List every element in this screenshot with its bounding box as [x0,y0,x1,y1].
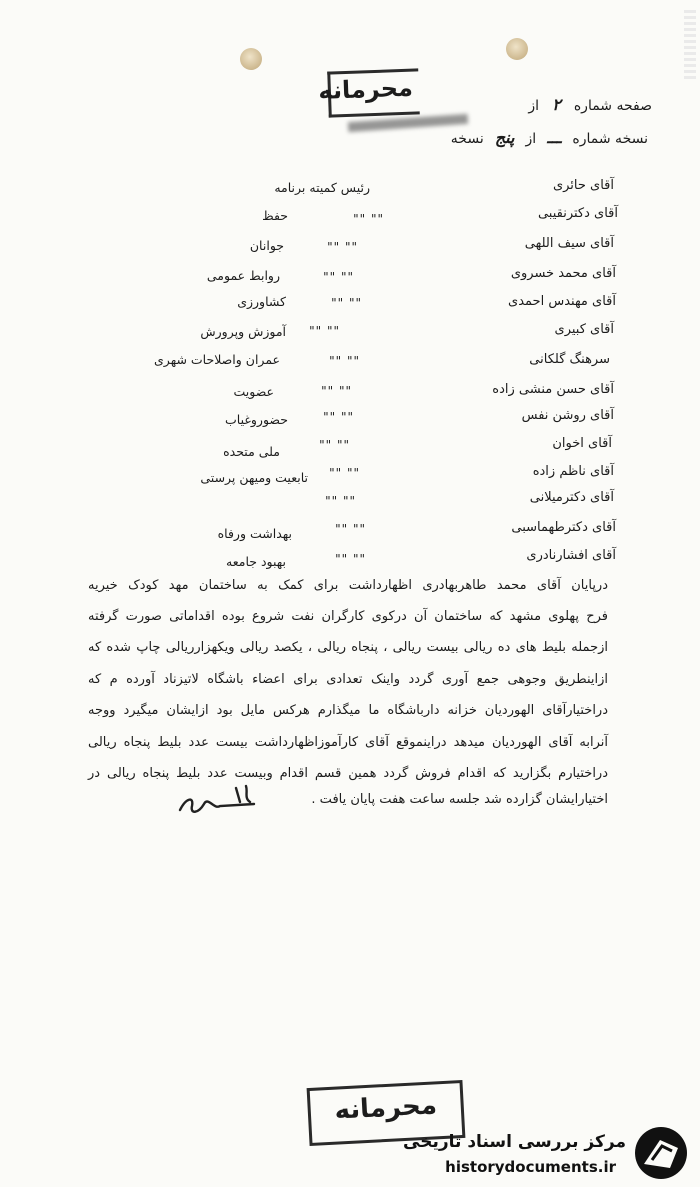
body-line: دراختیارآقای الهوردیان خزانه دارباشگاه ما میگذارم هرکس مایل بود ازایشان میگیرد ووجه [88,703,608,718]
confidential-stamp-bottom-text: محرمانه [333,1090,438,1126]
recipient-ditto: "" "" [321,384,352,398]
body-line: آنرابه آقای الهوردیان میدهد دراینموقع آقای کارآموزاظهارداشت بیست عدد بلیط پنجاه ریالی [88,735,608,750]
recipient-ditto: "" "" [335,522,366,536]
recipient-ditto: "" "" [309,324,340,338]
recipient-ditto: "" "" [353,212,384,226]
page-edge-texture [684,10,696,80]
recipient-ditto: "" "" [323,410,354,424]
recipient-ditto: "" "" [335,552,366,566]
copy-number-line [451,128,648,147]
recipient-name: آقای مهندس احمدی [508,294,616,309]
recipient-name: آقای حائری [552,178,614,193]
recipient-dept: حفظ [262,208,288,223]
recipient-name: آقای ناظم زاده [532,464,614,479]
copy-suffix: نسخه [450,131,484,147]
body-line: ازاینطریق وجوهی جمع آوری گردد واینک تعدادی برای اعضاء باشگاه لاتیزناد آورده م که [88,672,608,687]
recipient-ditto: "" "" [323,270,354,284]
body-line: دراختیارم بگزارید که اقدام فروش گردد همین قسم اقدام وبیست عدد بلیط پنجاه ریالی در [88,766,608,781]
recipient-name: آقای دکترطهماسبی [511,520,616,535]
copy-number-label: نسخه شماره [572,131,648,147]
recipient-name: آقای روشن نفس [521,408,614,423]
recipient-ditto: "" "" [327,240,358,254]
recipient-dept: بهبود جامعه [226,554,286,569]
recipient-name: آقای افشارنادری [526,548,616,563]
recipient-dept: آموزش وپرورش [200,324,286,339]
handwritten-signature [176,780,266,826]
recipient-name: سرهنگ گلکانی [529,352,610,367]
recipient-name: آقای محمد خسروی [510,266,616,281]
confidential-stamp-top-text: محرمانه [317,73,414,105]
page-of-label: از [528,98,540,114]
body-line: درپایان آقای محمد طاهربهادری اظهارداشت برای کمک به ساختمان مهد کودک خیریه [88,578,608,593]
body-line: فرح پهلوی مشهد که ساختمان آن درکوی کارگران نفت شروع بوده اقداماتی صورت گرفته [88,609,608,624]
archive-logo-icon [630,1124,692,1182]
recipient-dept: رئیس کمیته برنامه [274,180,370,195]
recipient-dept: بهداشت ورفاه [217,526,292,541]
recipient-name: آقای حسن منشی زاده [492,382,614,397]
recipient-name: آقای دکترنقیبی [537,206,618,221]
recipient-name: آقای دکترمیلانی [529,490,614,505]
recipient-name: آقای سیف اللهی [524,236,614,251]
confidential-stamp-top [317,68,420,117]
recipient-dept: جوانان [249,238,284,253]
watermark-url: historydocuments.ir [445,1158,616,1176]
body-line: اختیارایشان گزارده شد جلسه ساعت هفت پایان یافت . [311,792,608,807]
recipient-dept: کشاورزی [237,294,286,309]
recipient-ditto: "" "" [329,466,360,480]
body-line: ازجمله بلیط های ده ریالی بیست ریالی ، پنجاه ریالی ، یکصد ریالی ویکهزارریالی چاپ شده که [88,640,608,655]
recipient-dept: ملی متحده [223,444,280,459]
page-number-line [528,95,652,114]
page-number-label: صفحه شماره [573,98,652,114]
binder-hole-right [506,38,528,60]
watermark-title: مرکز بررسی اسناد تاریخی [403,1132,626,1152]
copy-number-value: ـــ [547,128,562,147]
recipient-dept: عضویت [233,384,274,399]
recipient-dept: حضوروغیاب [225,412,288,427]
copy-of-label: از [525,131,537,147]
recipient-ditto: "" "" [325,494,356,508]
page-number-value: ۲ [552,95,561,114]
recipient-ditto: "" "" [329,354,360,368]
recipient-dept: تابعیت ومیهن پرستی [200,470,308,485]
copy-total-value: پنج [494,128,515,147]
binder-hole-left [240,48,262,70]
recipient-name: آقای اخوان [552,436,612,451]
recipient-ditto: "" "" [319,438,350,452]
recipient-dept: عمران واصلاحات شهری [154,352,280,367]
recipient-ditto: "" "" [331,296,362,310]
recipient-dept: روابط عمومی [206,268,280,283]
recipient-name: آقای کبیری [554,322,614,337]
